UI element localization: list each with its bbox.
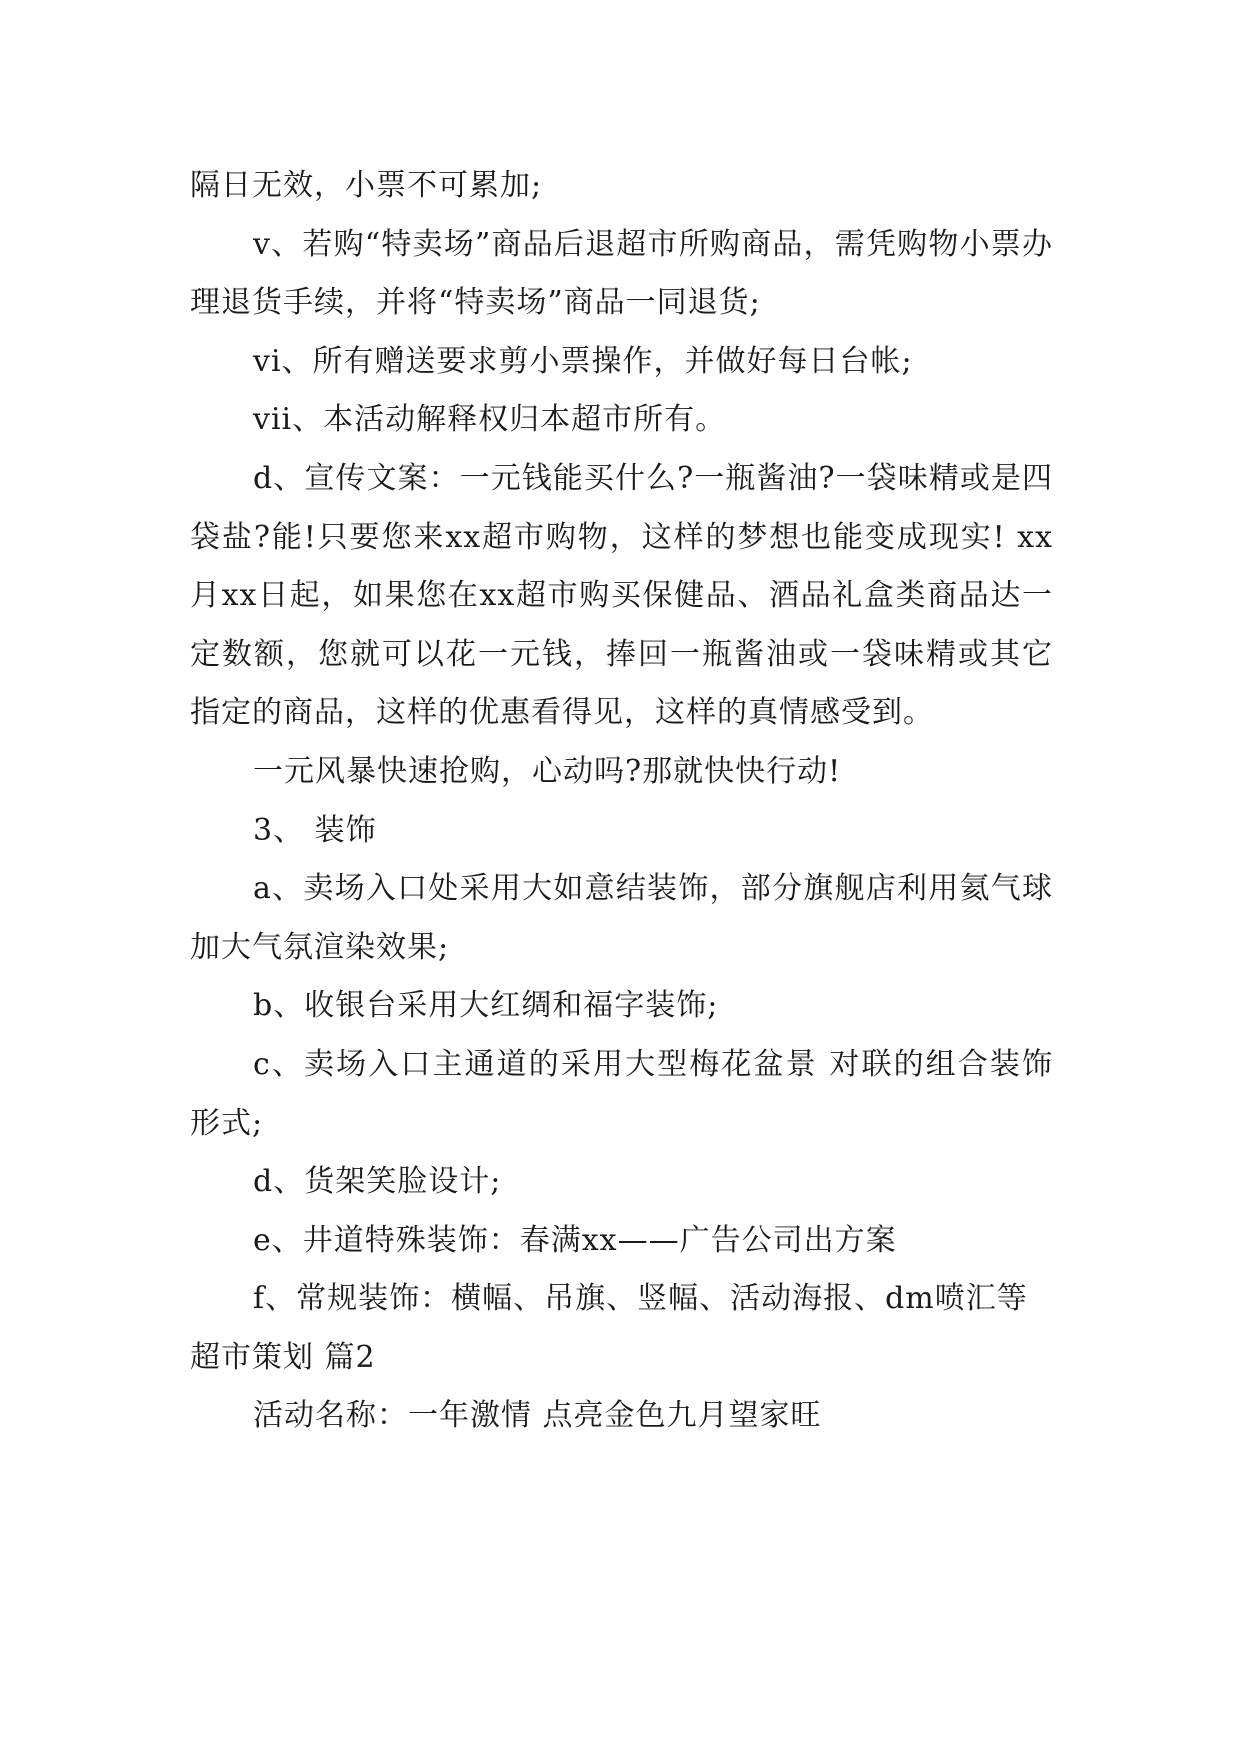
paragraph: 隔日无效，小票不可累加; [190,168,543,203]
paragraph: vii、本活动解释权归本超市所有。 [253,402,727,438]
paragraph: v、若购“特卖场”商品后退超市所购商品，需凭购物小票办理退货手续，并将“特卖场”商品一同退货; [190,226,1053,321]
paragraph: f、常规装饰：横幅、吊旗、竖幅、活动海报、dm喷汇等 [253,1281,1028,1317]
section-title: 超市策划 篇2 [190,1339,376,1375]
paragraph: 活动名称：一年激情 点亮金色九月望家旺 [253,1398,822,1434]
paragraph: a、卖场入口处采用大如意结装饰，部分旗舰店利用氦气球加大气氛渲染效果; [190,871,1053,965]
paragraph: e、井道特殊装饰：春满xx——广告公司出方案 [253,1222,897,1258]
section-heading: 3、 装饰 [253,812,377,848]
paragraph: d、宣传文案：一元钱能买什么?一瓶酱油?一袋味精或是四袋盐?能!只要您来xx超市购物，这样的梦想也能变成现实! xx月xx日起，如果您在xx超市购买保健品、酒品礼盒类商品达一定数额，您就可以花一元钱，捧回一瓶酱油或一袋味精或其它指定的商品，这样的优惠看得见，这样的真情感受到。 [190,460,1053,731]
document-body [190,157,1053,1446]
paragraph: vi、所有赠送要求剪小票操作，并做好每日台帐; [253,343,913,379]
paragraph: c、卖场入口主通道的采用大型梅花盆景 对联的组合装饰形式; [190,1046,1053,1141]
paragraph: b、收银台采用大红绸和福字装饰; [253,988,719,1024]
paragraph: d、货架笑脸设计; [253,1164,502,1200]
paragraph: 一元风暴快速抢购，心动吗?那就快快行动! [253,753,842,789]
